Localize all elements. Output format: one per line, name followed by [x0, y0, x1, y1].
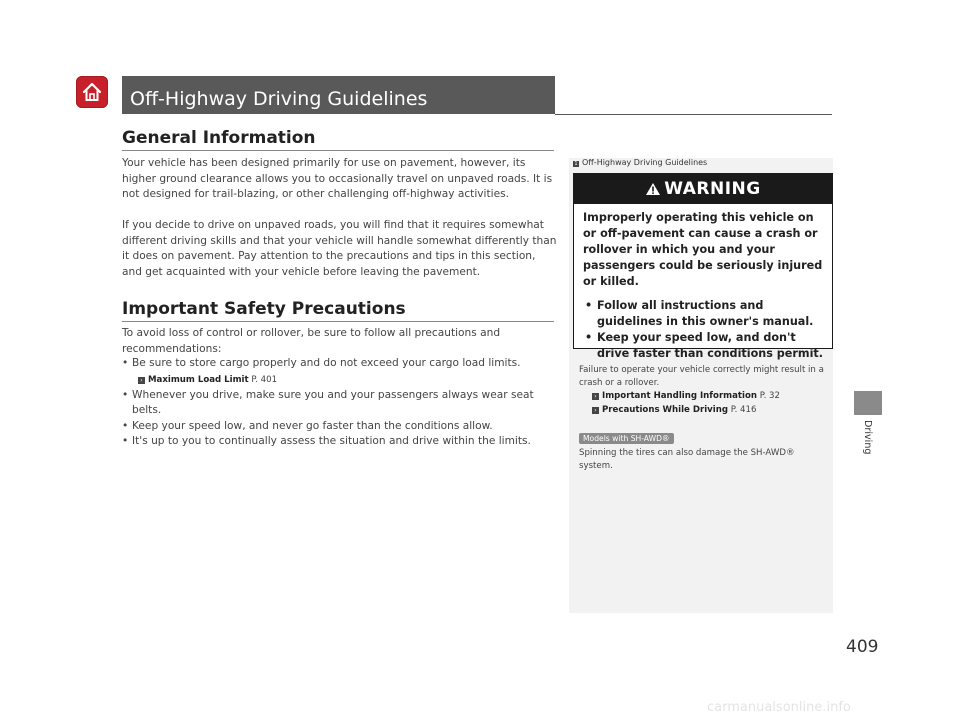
- model-badge: Models with SH-AWD®: [579, 433, 674, 444]
- warning-title: WARNING: [664, 179, 761, 199]
- page-title-bar: [122, 76, 555, 114]
- list-item: • It's up to you to continually assess the situation and drive within the limits.: [122, 434, 562, 450]
- xref-maximum-load-limit[interactable]: › Maximum Load Limit P. 401: [122, 372, 562, 388]
- list-item: • Whenever you drive, make sure you and your passengers always wear seat belts.: [122, 388, 562, 419]
- safety-bullet-list: [122, 356, 562, 450]
- sidebar-note-2: Spinning the tires can also damage the SH-AWD® system.: [579, 448, 795, 471]
- safety-intro: To avoid loss of control or rollover, be sure to follow all precautions and recommendations:: [122, 327, 501, 355]
- warning-box: [573, 173, 833, 360]
- warning-header: [574, 174, 832, 204]
- list-item: • Follow all instructions and guidelines in this owner's manual.: [583, 298, 826, 330]
- reference-icon: 1: [574, 161, 578, 167]
- chapter-tab-label: Driving: [862, 420, 873, 455]
- sidebar-heading: 1 Off-Highway Driving Guidelines: [574, 158, 708, 167]
- warning-bullet-list: [583, 298, 826, 362]
- arrow-right-icon: ›: [592, 407, 599, 414]
- warning-body: [574, 204, 832, 362]
- list-item: • Be sure to store cargo properly and do not exceed your cargo load limits.: [122, 356, 562, 372]
- section-rule-general: [122, 150, 554, 151]
- list-item: • Keep your speed low, and never go faster than the conditions allow.: [122, 419, 562, 435]
- title-rule: [555, 114, 832, 115]
- home-icon: [81, 81, 103, 103]
- warning-text: Improperly operating this vehicle on or off-pavement can cause a crash or rollover in which you and your passengers could be seriously injured or killed.: [583, 211, 823, 288]
- general-paragraph-1: Your vehicle has been designed primarily for use on pavement, however, its higher ground clearance allows you to occasionally travel on unpaved roads. It is not designed for trail-blazing, or other challenging off-highway activities.: [122, 157, 553, 200]
- arrow-right-icon: ›: [592, 393, 599, 400]
- chapter-tab[interactable]: [854, 391, 882, 415]
- section-heading-general: General Information: [122, 128, 316, 148]
- section-heading-safety: Important Safety Precautions: [122, 299, 406, 319]
- warning-icon: [645, 182, 661, 196]
- page-number: 409: [846, 637, 879, 657]
- watermark: carmanualsonline.info: [707, 700, 851, 715]
- page-title: Off-Highway Driving Guidelines: [130, 88, 428, 110]
- home-button[interactable]: [76, 76, 108, 108]
- arrow-right-icon: ›: [138, 377, 145, 384]
- general-paragraph-2: If you decide to drive on unpaved roads, you will find that it requires somewhat different driving skills and that your vehicle will handle somewhat differently than it does on pavement. Pay attention to the precautions and tips in this section, and get acquainted with your vehicle before leaving the pavement.: [122, 219, 557, 278]
- xref-important-handling[interactable]: › Important Handling Information P. 32: [592, 390, 780, 403]
- sidebar-note: Failure to operate your vehicle correctly might result in a crash or a rollover.: [579, 365, 824, 388]
- section-rule-safety: [122, 321, 554, 322]
- xref-precautions-while-driving[interactable]: › Precautions While Driving P. 416: [592, 404, 756, 417]
- list-item: • Keep your speed low, and don't drive faster than conditions permit.: [583, 330, 826, 362]
